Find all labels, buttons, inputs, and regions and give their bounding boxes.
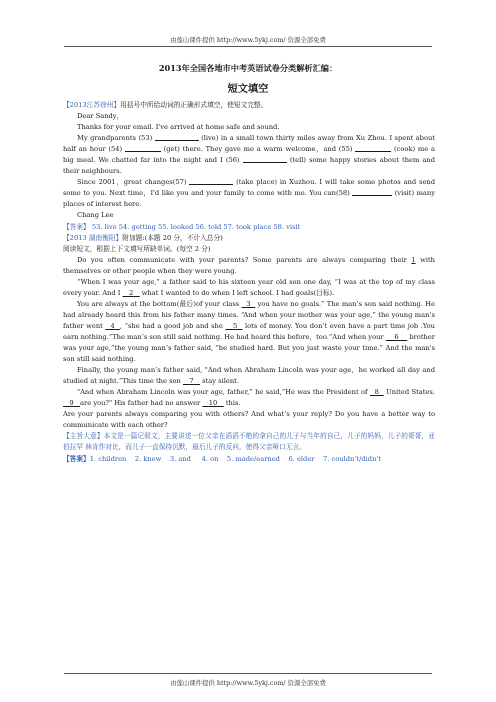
blank-58 bbox=[352, 188, 392, 196]
text-segment: My grandparents (53) bbox=[77, 134, 153, 143]
blank-6 bbox=[386, 333, 407, 341]
blank-56 bbox=[243, 155, 287, 163]
blank-5 bbox=[225, 322, 242, 330]
blank-6-number: 6 bbox=[394, 332, 399, 341]
page-header: 由莲山课件提供 http://www.5ykj.com/ 资源全部免费 bbox=[170, 36, 326, 44]
text-segment: (get) there. They gave me a warm welcome，and (55) bbox=[163, 145, 353, 154]
text-segment: with themselves or other people when they were young. bbox=[63, 255, 435, 275]
blank-1: 1 bbox=[411, 255, 416, 264]
text-segment: Finally, the young man’s father said, "And when Abraham Lincoln was your age，he worked all day and studied at night.”This time the son bbox=[63, 366, 435, 386]
text-segment: (tell) some happy stories about them and their neighbours. bbox=[63, 156, 435, 176]
blank-3-number: 3 bbox=[246, 299, 251, 308]
blank-3 bbox=[242, 300, 256, 308]
blank-57 bbox=[189, 177, 233, 185]
blank-5-number: 5 bbox=[233, 321, 238, 330]
text-segment: lots of money. You don’t even have a part time job .You earn nothing.”The man’s son still said nothing. He had heard this before，too.”And when your bbox=[63, 321, 435, 341]
blank-8 bbox=[370, 388, 384, 396]
letter-line-1: Thanks for your email. I've arrived at home safe and sound. bbox=[77, 123, 280, 132]
section1-answer bbox=[63, 222, 435, 233]
passage-paragraph-6: Are your parents always comparing you with others? And what’s your reply? Do you have a better way to communicate with each other? bbox=[63, 410, 435, 430]
letter-paragraph-2 bbox=[63, 133, 435, 177]
text-segment: brother was your age,”the young man’s father said, "he studied hard. But you just waste your time.” And the man's son still said nothing. bbox=[63, 332, 435, 364]
blank-4-number: 4 bbox=[110, 321, 115, 330]
passage-paragraph-5 bbox=[63, 387, 435, 409]
text-segment: (cook) me a big meal. We chatted far into the night and I (56) bbox=[63, 145, 435, 165]
text-segment: Since 2001，great changes(57) bbox=[77, 178, 187, 187]
letter-paragraph-3 bbox=[63, 177, 435, 210]
section2-source-tag: 【2013 湖南衡阳】 bbox=[63, 233, 123, 242]
section1-heading bbox=[63, 100, 435, 111]
document-body bbox=[63, 100, 435, 465]
answer-text: 1. children 2. knew 3. and 4. on 5. made/earned 6. elder 7. couldn’t/didn’t bbox=[89, 454, 382, 463]
blank-53 bbox=[155, 133, 199, 141]
text-segment: what I wanted to do when I left school. I had goals(目标). bbox=[141, 288, 335, 297]
blank-7-number: 7 bbox=[189, 377, 194, 386]
blank-4 bbox=[105, 322, 119, 330]
text-segment: , “she had a good job and she bbox=[119, 321, 223, 330]
text-segment: United States. bbox=[386, 388, 435, 397]
blank-9-number: 9 bbox=[69, 399, 74, 408]
passage-paragraph-2 bbox=[63, 277, 435, 299]
gist-tag: 【主旨大意】 bbox=[63, 432, 104, 441]
text-segment: "And when Abraham Lincoln was your age, father,” he said,“He was the President of bbox=[77, 388, 368, 397]
answer-text: 53. live 54. getting 55. looked 56. told 57. took place 58. visit bbox=[91, 222, 301, 231]
text-segment: (live) in a small town thirty miles away from Xu Zhou. I spent about half an hour (54) bbox=[63, 134, 435, 154]
section2-heading bbox=[63, 233, 435, 244]
passage-paragraph-1 bbox=[63, 255, 435, 277]
blank-10 bbox=[202, 399, 223, 407]
letter-signoff: Chang Lee bbox=[77, 211, 114, 220]
section2-instruction-2: 阅读短文，根据上下文填写所缺单词。(每空 2 分) bbox=[63, 244, 211, 253]
text-segment: (take place) in Xuzhou. I will take some photos and send some to you. Next time，I'd like you and your family to come with me. You can(58) bbox=[63, 178, 435, 198]
answer-tag: 【答案】 bbox=[63, 222, 90, 231]
document-subtitle: 短文填空 bbox=[227, 83, 269, 95]
section2-answer bbox=[63, 454, 435, 465]
section1-source-tag: 【2013江苏徐州】 bbox=[63, 101, 121, 109]
text-segment: You are always at the bottom(最后)of your class bbox=[77, 299, 240, 308]
passage-paragraph-4 bbox=[63, 365, 435, 387]
blank-7 bbox=[183, 377, 200, 385]
blank-2 bbox=[123, 289, 140, 297]
passage-paragraph-3 bbox=[63, 299, 435, 365]
blank-2-number: 2 bbox=[128, 288, 134, 297]
text-segment: are you?" His father had no answer bbox=[80, 399, 201, 408]
gist-text: 本文是一篇记叙文，主要讲述一位父亲在滔滔不绝的拿自己的儿子与当年的自己，儿子的妈妈，儿子的哥哥，亚伯拉罕 林肯作对比，而儿子一直保持沉默，最后儿子的反问，使得父亲哑口无言。 bbox=[63, 432, 435, 452]
document-title: 2013年全国各地市中考英语试卷分类解析汇编： bbox=[158, 63, 338, 73]
footer-divider bbox=[64, 673, 432, 674]
text-segment: Do you often communicate with your parents? Some parents are always comparing their bbox=[77, 255, 407, 264]
text-segment: you have no goals.” The man’s son said nothing. He had already heard this from his father many times. “And when your mother was your age,” the young man’s father went bbox=[63, 299, 435, 330]
text-segment: (visit) many places of interest here. bbox=[63, 189, 435, 209]
section1-instruction: 用括号中所给动词的正确形式填空，使短文完整。 bbox=[120, 101, 268, 109]
header-divider bbox=[64, 46, 432, 47]
letter-greeting: Dear Sandy， bbox=[77, 112, 124, 121]
text-segment: stay silent. bbox=[202, 377, 239, 386]
blank-55 bbox=[355, 144, 391, 152]
gist-paragraph bbox=[63, 431, 435, 453]
page-footer: 由莲山课件提供 http://www.5ykj.com/ 资源全部免费 bbox=[170, 679, 326, 687]
blank-54 bbox=[125, 144, 161, 152]
section2-instruction: 附加题:(本题 20 分，不计入总分) bbox=[122, 233, 223, 242]
text-segment: “When I was your age,” a father said to his sixteen year old son one day, “I was at the top of my class every year. And I bbox=[63, 277, 435, 297]
blank-8-number: 8 bbox=[374, 388, 379, 397]
blank-10-number: 10 bbox=[208, 399, 218, 408]
blank-9 bbox=[63, 399, 80, 407]
answer-tag: 【答案】 bbox=[63, 454, 90, 463]
text-segment: this. bbox=[225, 399, 241, 408]
